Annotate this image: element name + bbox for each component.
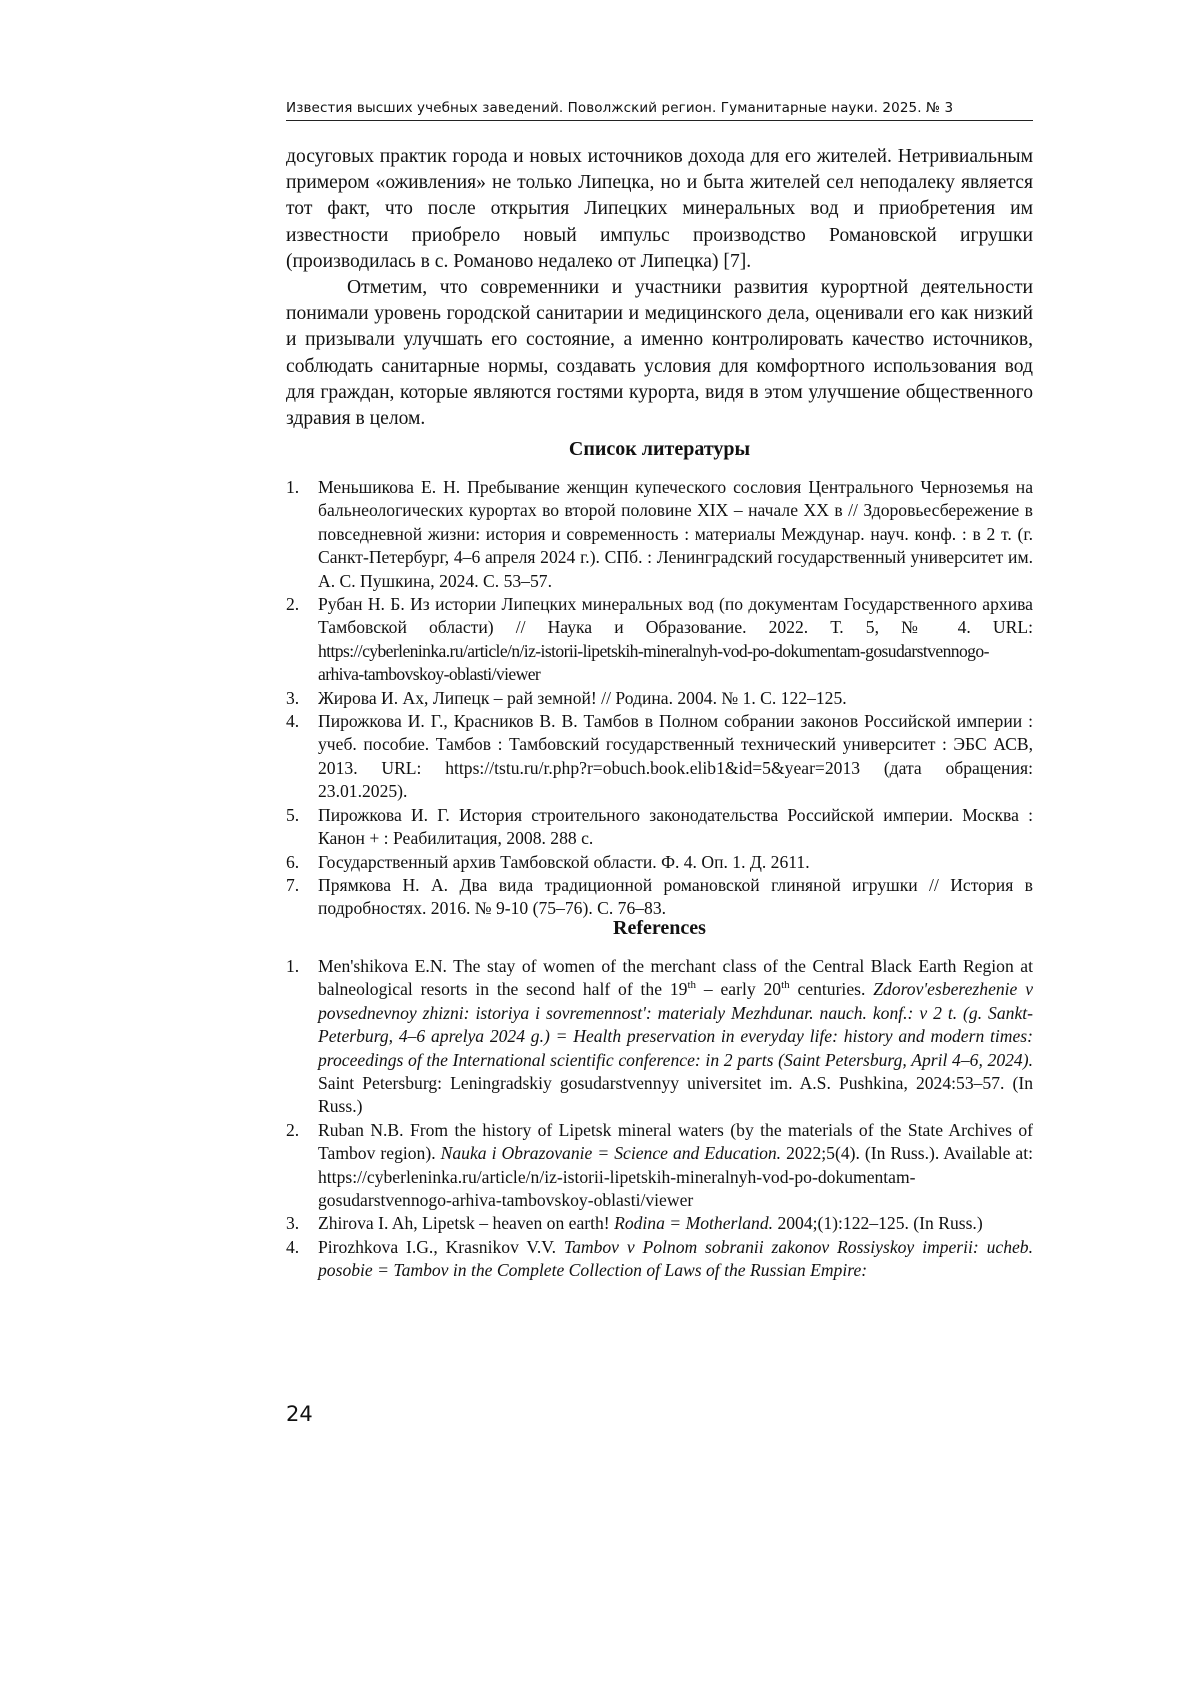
bibliography-item bbox=[286, 804, 1033, 851]
ref-text: Zhirova I. Ah, Lipetsk – heaven on earth! bbox=[318, 1213, 615, 1234]
running-header: Известия высших учебных заведений. Поволжский регион. Гуманитарные науки. 2025. № 3 bbox=[286, 100, 1033, 121]
item-url[interactable]: https://cyberleninka.ru/article/n/iz-istorii-lipetskih-mineralnyh-vod-po-dokumentam-gosudarstvennogo-arhiva-tambovskoy-oblasti/viewer bbox=[318, 640, 989, 685]
ref-text: Men'shikova E.N. The stay of women of the merchant class of the Central Black Earth Region at balneological resorts in the second half of the 19 bbox=[318, 956, 1033, 1000]
ref-superscript: th bbox=[781, 979, 790, 992]
bibliography-item bbox=[286, 874, 1033, 921]
item-text bbox=[318, 955, 1033, 1119]
bibliography-item bbox=[286, 687, 1033, 710]
ref-italic-title: Tambov v Polnom sobranii zakonov Rossiyskoy imperii: ucheb. posobie = Tambov in the Complete Collection of Laws of the Russian Empire: bbox=[318, 1236, 1033, 1281]
item-text bbox=[318, 1212, 1033, 1235]
bibliography-item bbox=[286, 593, 1033, 687]
ref-text: 2022;5(4). (In Russ.). Available at: https://cyberleninka.ru/article/n/iz-istorii-lipetskih-mineralnyh-vod-po-dokumentam-gosudarstvennogo-arhiva-tambovskoy-oblasti/viewer bbox=[318, 1143, 1033, 1211]
item-number: 3. bbox=[286, 1213, 300, 1234]
ref-superscript: th bbox=[687, 979, 697, 992]
item-number: 7. bbox=[286, 874, 300, 895]
item-text bbox=[318, 1119, 1033, 1213]
item-number: 6. bbox=[286, 851, 300, 872]
item-text: Государственный архив Тамбовской области. Ф. 4. Оп. 1. Д. 2611. bbox=[318, 851, 810, 872]
paragraph: Отметим, что современники и участники развития курортной деятельности понимали уровень городской санитарии и медицинского дела, оценивали его как низкий и призывали улучшать его состояние, а именно контролировать качество источников, соблюдать санитарные нормы, создавать условия для комфортного использования вод для граждан, которые являются гостями курорта, видя в этом улучшение общественного здравия в целом. bbox=[286, 277, 1033, 430]
item-number: 1. bbox=[286, 477, 300, 497]
item-text bbox=[318, 1236, 1033, 1283]
ref-text: Pirozhkova I.G., Krasnikov V.V. bbox=[318, 1236, 564, 1257]
ref-text: 2004;(1):122–125. (In Russ.) bbox=[773, 1213, 983, 1234]
item-number: 4. bbox=[286, 1236, 300, 1257]
item-number: 4. bbox=[286, 711, 300, 732]
bibliography-item bbox=[286, 851, 1033, 874]
ref-italic-title: Rodina = Motherland. bbox=[614, 1213, 774, 1234]
reference-item bbox=[286, 1236, 1033, 1283]
item-text-main: Рубан Н. Б. Из истории Липецких минеральных вод (по документам Государственного архива Тамбовской области) // Наука и Образование. 2022. Т. 5, № 4. URL: bbox=[318, 594, 1033, 638]
reference-item bbox=[286, 1212, 1033, 1235]
item-text: Меньшикова Е. Н. Пребывание женщин купеческого сословия Центрального Черноземья на бальнеологических курортах во второй половине XIX – начале XX в // Здоровьесбережение в повседневной жизни: история и современность : материалы Междунар. науч. конф. : в 2 т. (г. Санкт-Петербург, 4–6 апреля 2024 г.). СПб. : Ленинградский государственный университет им. А. С. Пушкина, 2024. С. 53–57. bbox=[318, 477, 1033, 591]
main-text bbox=[286, 144, 1033, 432]
ref-italic-title: Zdorov'esberezhenie v povsednevnoy zhizni: istoriya i sovremennost': materialy Mezhdunar. nauch. konf.: v 2 t. (g. Sankt-Peterburg, 4–6 aprelya 2024 g.) = Health preservation in everyday life: history and modern times: proceedings of the International scientific conference: in 2 parts (Saint Petersburg, April 4–6, 2024). bbox=[318, 979, 1034, 1070]
ref-text: – early 20 bbox=[696, 979, 782, 1000]
item-text: Пирожкова И. Г. История строительного законодательства Российской империи. Москва : Канон + : Реабилитация, 2008. 288 с. bbox=[318, 804, 1033, 849]
item-text: Пирожкова И. Г., Красников В. В. Тамбов в Полном собрании законов Российской империи : учеб. пособие. Тамбов : Тамбовский государственный технический университет : ЭБС АСВ, 2013. URL: https://tstu.ru/r.php?r=obuch.book.elib1&id=5&year=2013 (дата обращения: 23.01.2025). bbox=[318, 711, 1033, 802]
item-text: Жирова И. Ах, Липецк – рай земной! // Родина. 2004. № 1. С. 122–125. bbox=[318, 687, 847, 708]
references-heading: References bbox=[613, 917, 706, 939]
item-number: 2. bbox=[286, 594, 300, 615]
item-number: 3. bbox=[286, 687, 300, 708]
item-number: 1. bbox=[286, 956, 300, 976]
ref-italic-title: Nauka i Obrazovanie = Science and Education. bbox=[440, 1143, 782, 1164]
item-text bbox=[318, 593, 1033, 687]
item-number: 5. bbox=[286, 804, 300, 825]
references-list bbox=[286, 955, 1033, 1283]
reference-item bbox=[286, 955, 1033, 1119]
ref-text: Ruban N.B. From the history of Lipetsk mineral waters (by the materials of the State Archives of Tambov region). bbox=[318, 1119, 1033, 1164]
ref-text: centuries. bbox=[789, 979, 874, 1000]
item-number: 2. bbox=[286, 1119, 300, 1140]
bibliography-list bbox=[286, 476, 1033, 921]
item-text: Прямкова Н. А. Два вида традиционной романовской глиняной игрушки // История в подробностях. 2016. № 9-10 (75–76). С. 76–83. bbox=[318, 874, 1033, 919]
page-number: 24 bbox=[286, 1402, 313, 1426]
bibliography-item bbox=[286, 476, 1033, 593]
bibliography-heading: Список литературы bbox=[568, 438, 751, 460]
bibliography-item bbox=[286, 710, 1033, 804]
reference-item bbox=[286, 1119, 1033, 1213]
ref-text: Saint Petersburg: Leningradskiy gosudarstvennyy universitet im. A.S. Pushkina, 2024:53–57. (In Russ.) bbox=[318, 1073, 1033, 1117]
paragraph: досуговых практик города и новых источников дохода для его жителей. Нетривиальным примером «оживления» не только Липецка, но и быта жителей сел неподалеку является тот факт, что после открытия Липецких минеральных вод и приобретения им известности приобрело новый импульс производство Романовской игрушки (производилась в с. Романово недалеко от Липецка) [7]. bbox=[286, 146, 1033, 272]
